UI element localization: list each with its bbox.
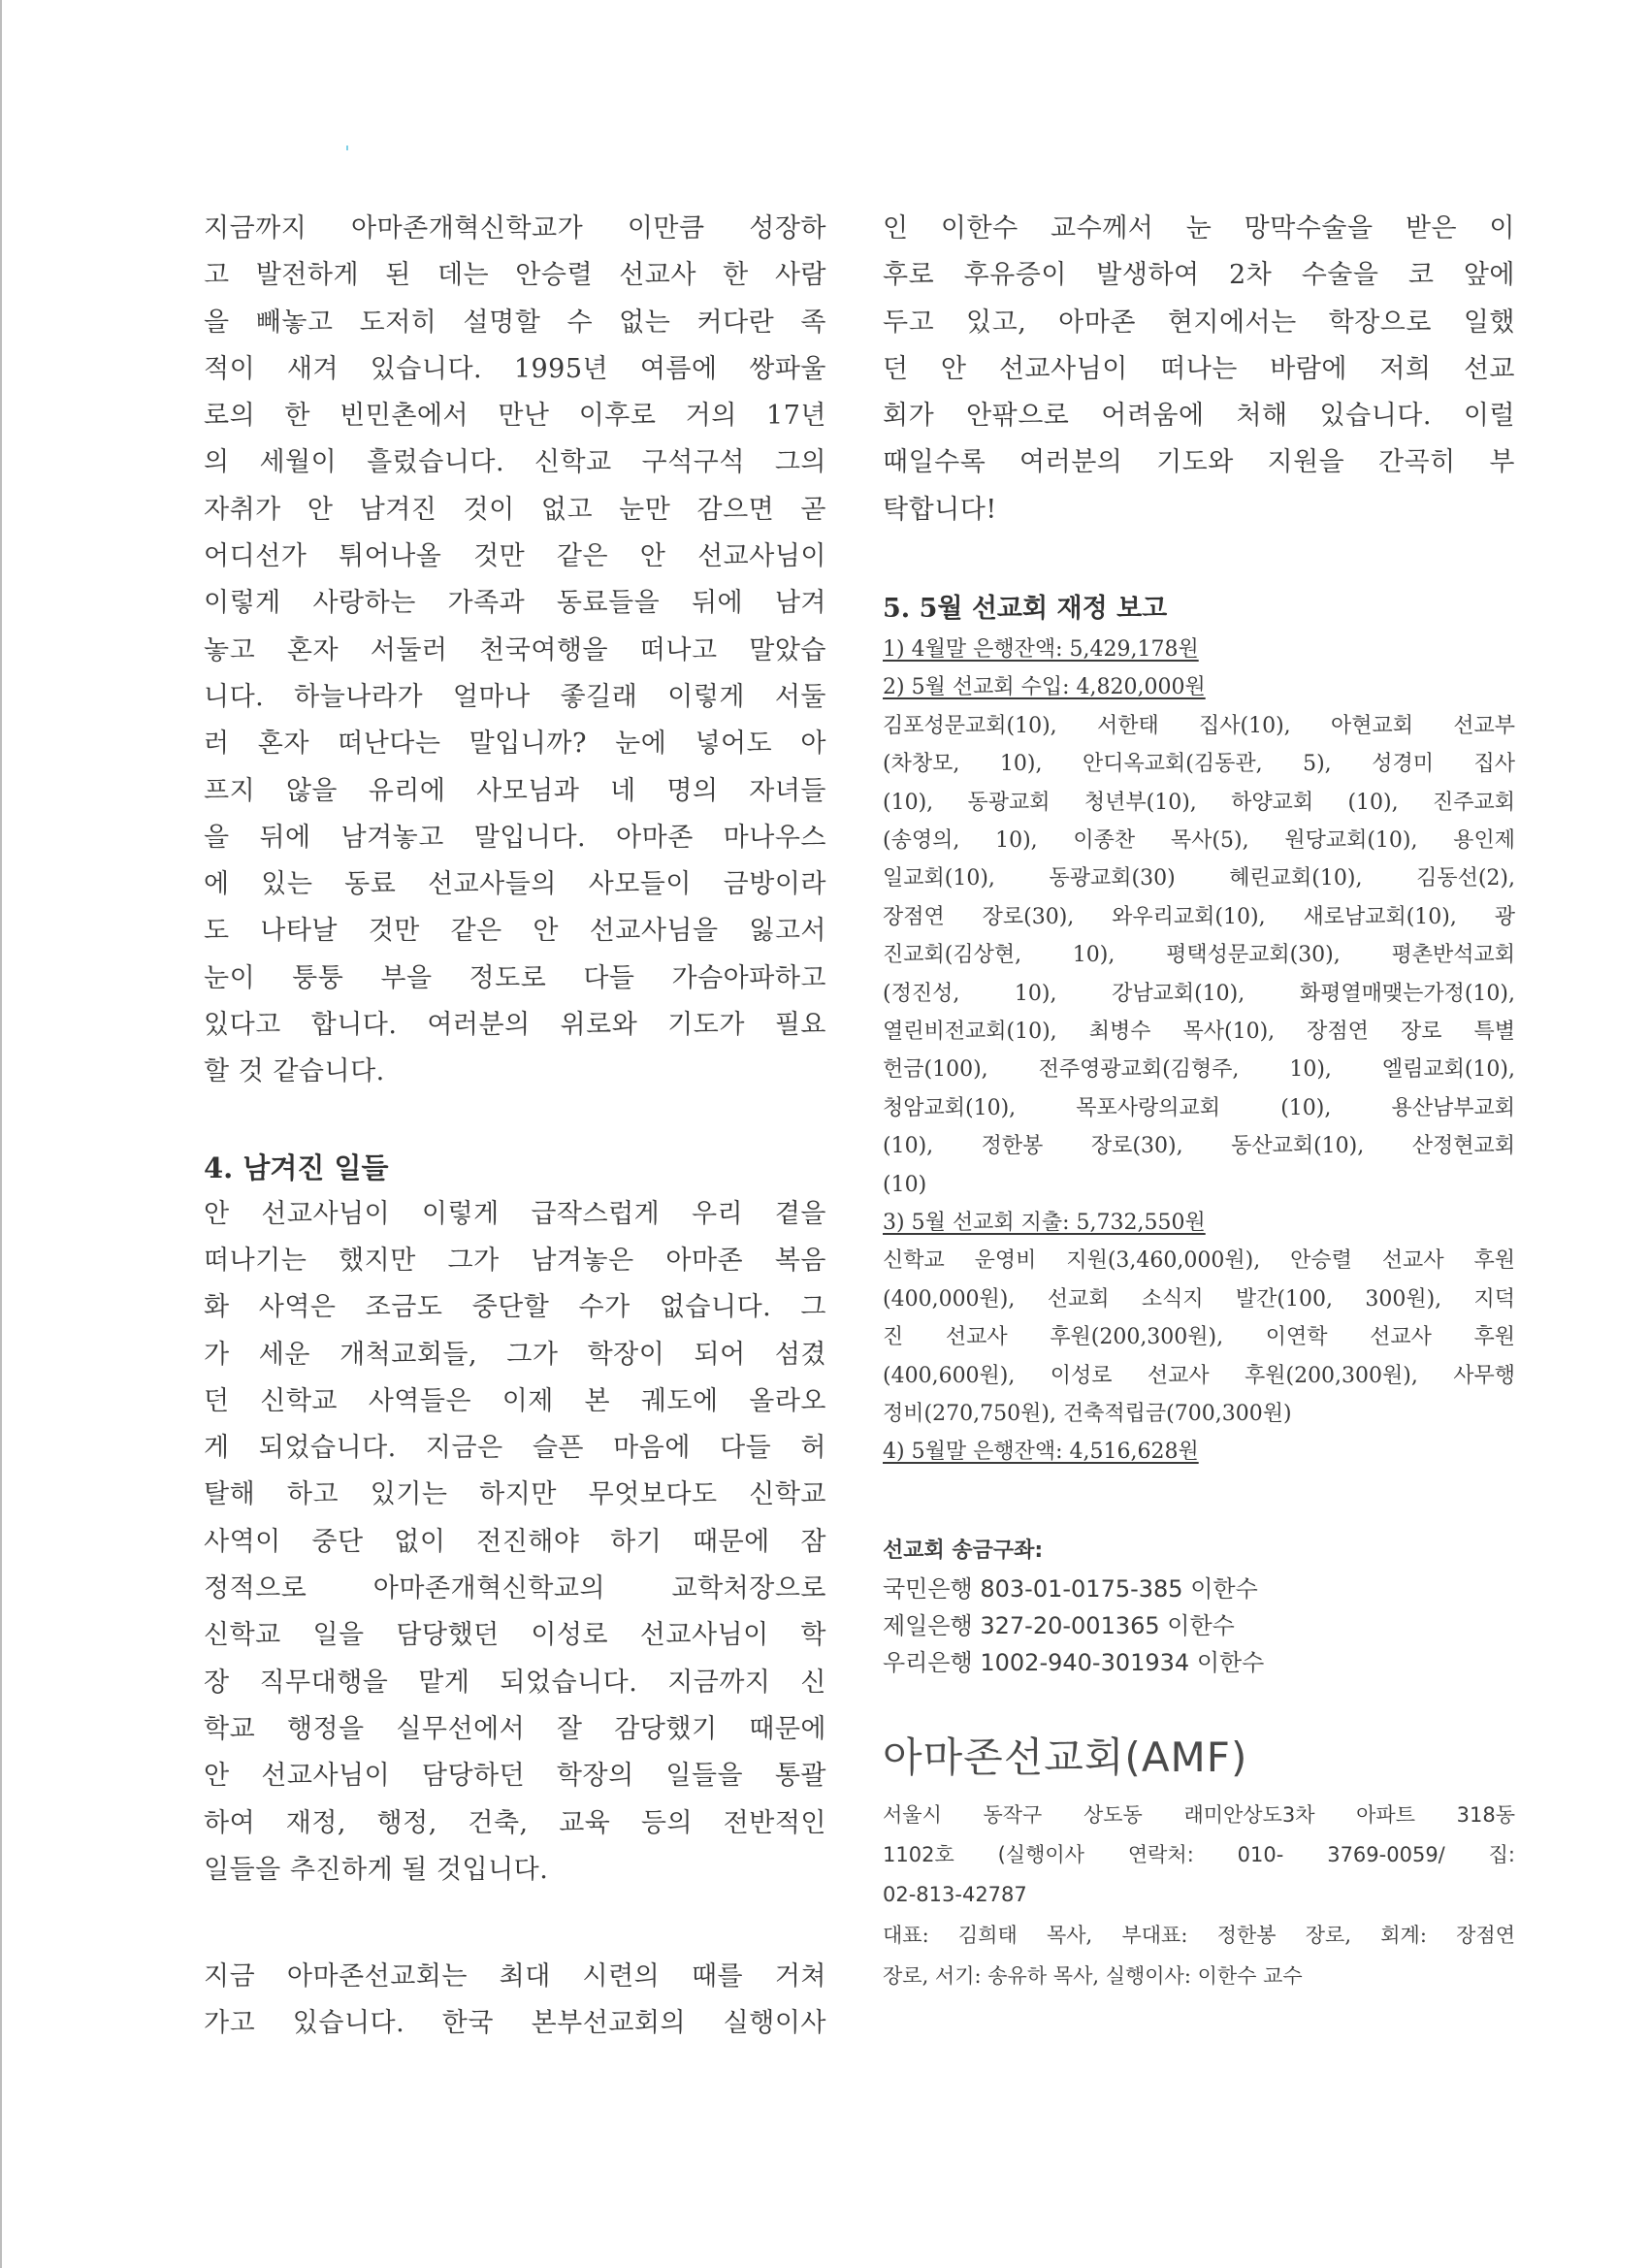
text-line: 이렇게 사랑하는 가족과 동료들을 뒤에 남겨 xyxy=(204,588,826,619)
expense-list xyxy=(883,1242,1515,1433)
text-line: 프지 않을 유리에 사모님과 네 명의 자녀들 xyxy=(204,775,826,806)
text-line: 할 것 같습니다. xyxy=(204,1056,385,1087)
expense-line: (400,000원), 선교회 소식지 발간(100, 300원), 지덕 xyxy=(883,1286,1515,1312)
text-line: 후로 후유증이 발생하여 2차 수술을 코 앞에 xyxy=(883,260,1515,291)
text-line: 안 선교사님이 이렇게 급작스럽게 우리 곁을 xyxy=(204,1198,826,1229)
organization-name: 아마존선교회(AMF) xyxy=(883,1733,1248,1781)
scan-speck xyxy=(346,146,348,150)
text-line: 학교 행정을 실무선에서 잘 감당했기 때문에 xyxy=(204,1713,826,1744)
paragraph-gap xyxy=(883,534,1515,588)
text-line: 로의 한 빈민촌에서 만난 이후로 거의 17년 xyxy=(204,401,826,432)
address-line: 1102호 (실행이사 연락처: 010- 3769-0059/ 집: xyxy=(883,1842,1515,1866)
text-line: 일들을 추진하게 될 것입니다. xyxy=(204,1854,549,1885)
scan-page-edge xyxy=(0,0,2,2268)
text-line: 게 되었습니다. 지금은 슬픈 마음에 다들 허 xyxy=(204,1433,826,1464)
accounts-title: 선교회 송금구좌: xyxy=(883,1538,1044,1563)
income-line: 김포성문교회(10), 서한태 집사(10), 아현교회 선교부 xyxy=(883,713,1515,738)
account-item: 제일은행 327-20-001365 이한수 xyxy=(883,1611,1235,1639)
text-line: 니다. 하늘나라가 얼마나 좋길래 이렇게 서둘 xyxy=(204,681,826,712)
expense-line: 진 선교사 후원(200,300원), 이연학 선교사 후원 xyxy=(883,1325,1515,1350)
income-line: 열린비전교회(10), 최병수 목사(10), 장점연 장로 특별 xyxy=(883,1019,1515,1044)
text-line: 인 이한수 교수께서 눈 망막수술을 받은 이 xyxy=(883,213,1515,243)
text-line: 하여 재정, 행정, 건축, 교육 등의 전반적인 xyxy=(204,1807,826,1838)
text-line: 던 신학교 사역들은 이제 본 궤도에 올라오 xyxy=(204,1385,826,1416)
expense-title xyxy=(883,1204,1515,1242)
income-list xyxy=(883,707,1515,1204)
income-line: 청암교회(10), 목포사랑의교회 (10), 용산남부교회 xyxy=(883,1095,1515,1120)
income-line: (10), 동광교회 청년부(10), 하양교회 (10), 진주교회 xyxy=(883,790,1515,815)
closing-balance xyxy=(883,1433,1515,1471)
income-line: 헌금(100), 전주영광교회(김형주, 10), 엘림교회(10), xyxy=(883,1057,1515,1083)
bank-accounts xyxy=(883,1532,1515,1681)
text-line: 화 사역은 조금도 중단할 수가 없습니다. 그 xyxy=(204,1292,826,1323)
text-line: 탈해 하고 있기는 하지만 무엇보다도 신학교 xyxy=(204,1479,826,1510)
section-5-finance-report xyxy=(883,588,1515,1472)
text-line: 에 있는 동료 선교사들의 사모들이 금방이라 xyxy=(204,869,826,900)
income-line: (송영의, 10), 이종찬 목사(5), 원당교회(10), 용인제 xyxy=(883,828,1515,854)
section-4 xyxy=(204,1145,826,2048)
expense-line: 정비(270,750원), 건축적립금(700,300원) xyxy=(883,1401,1292,1426)
opening-balance-text: 1) 4월말 은행잔액: 5,429,178원 xyxy=(883,637,1199,663)
income-title-text: 2) 5월 선교회 수입: 4,820,000원 xyxy=(883,675,1206,700)
paragraph-gap xyxy=(204,1096,826,1145)
text-line: 탁합니다! xyxy=(883,494,997,525)
section-heading: 5. 5월 선교회 재정 보고 xyxy=(883,594,1168,625)
text-line: 가 세운 개척교회들, 그가 학장이 되어 섬겼 xyxy=(204,1339,826,1370)
right-column xyxy=(883,206,1515,1996)
text-line: 장 직무대행을 맡게 되었습니다. 지금까지 신 xyxy=(204,1667,826,1698)
intro-paragraph xyxy=(204,206,826,1096)
income-line: 장점연 장로(30), 와우리교회(10), 새로남교회(10), 광 xyxy=(883,904,1515,929)
text-line: 지금까지 아마존개혁신학교가 이만큼 성장하 xyxy=(204,213,826,243)
income-line: (차창모, 10), 안디옥교회(김동관, 5), 성경미 집사 xyxy=(883,752,1515,777)
text-line: 신학교 일을 담당했던 이성로 선교사님이 학 xyxy=(204,1620,826,1651)
board-line: 장로, 서기: 송유하 목사, 실행이사: 이한수 교수 xyxy=(883,1963,1303,1988)
text-line: 을 빼놓고 도저히 설명할 수 없는 커다란 족 xyxy=(204,307,826,338)
text-line: 도 나타날 것만 같은 안 선교사님을 잃고서 xyxy=(204,916,826,947)
expense-line: (400,600원), 이성로 선교사 후원(200,300원), 사무행 xyxy=(883,1363,1515,1388)
text-line: 자취가 안 남겨진 것이 없고 눈만 감으면 곧 xyxy=(204,494,826,525)
expense-line: 신학교 운영비 지원(3,460,000원), 안승렬 선교사 후원 xyxy=(883,1248,1515,1274)
continued-paragraph xyxy=(883,206,1515,534)
text-line: 지금 아마존선교회는 최대 시련의 때를 거쳐 xyxy=(204,1961,826,1993)
text-line: 사역이 중단 없이 전진해야 하기 때문에 잠 xyxy=(204,1526,826,1557)
text-line: 안 선교사님이 담당하던 학장의 일들을 통괄 xyxy=(204,1761,826,1792)
text-line: 고 발전하게 된 데는 안승렬 선교사 한 사람 xyxy=(204,260,826,291)
section-heading: 4. 남겨진 일들 xyxy=(204,1150,389,1184)
text-line: 가고 있습니다. 한국 본부선교회의 실행이사 xyxy=(204,2008,826,2039)
paragraph-gap xyxy=(883,1472,1515,1532)
income-line: (10), 정한봉 장로(30), 동산교회(10), 산정현교회 xyxy=(883,1134,1515,1159)
income-line: (정진성, 10), 강남교회(10), 화평열매맺는가정(10), xyxy=(883,981,1515,1006)
board-line: 대표: 김희태 목사, 부대표: 정한봉 장로, 회계: 장점연 xyxy=(883,1923,1515,1947)
text-line: 던 안 선교사님이 떠나는 바람에 저희 선교 xyxy=(883,353,1515,384)
income-line: 일교회(10), 동광교회(30) 혜린교회(10), 김동선(2), xyxy=(883,866,1515,891)
opening-balance xyxy=(883,631,1515,668)
text-line: 을 뒤에 남겨놓고 말입니다. 아마존 마나우스 xyxy=(204,822,826,853)
text-line: 의 세월이 흘렀습니다. 신학교 구석구석 그의 xyxy=(204,447,826,478)
text-line: 정적으로 아마존개혁신학교의 교학처장으로 xyxy=(204,1573,826,1604)
account-item: 우리은행 1002-940-301934 이한수 xyxy=(883,1648,1265,1676)
text-line: 두고 있고, 아마존 현지에서는 학장으로 일했 xyxy=(883,307,1515,338)
text-line: 러 혼자 떠난다는 말입니까? 눈에 넣어도 아 xyxy=(204,729,826,760)
text-line: 적이 새겨 있습니다. 1995년 여름에 쌍파울 xyxy=(204,353,826,384)
address-line: 02-813-42787 xyxy=(883,1882,1027,1906)
text-line: 눈이 퉁퉁 부을 정도로 다들 가슴아파하고 xyxy=(204,962,826,993)
left-column xyxy=(204,206,826,2048)
account-item: 국민은행 803-01-0175-385 이한수 xyxy=(883,1574,1258,1603)
text-line: 있다고 합니다. 여러분의 위로와 기도가 필요 xyxy=(204,1010,826,1041)
income-title xyxy=(883,668,1515,706)
text-line: 때일수록 여러분의 기도와 지원을 간곡히 부 xyxy=(883,447,1515,478)
text-line: 놓고 혼자 서둘러 천국여행을 떠나고 말았습 xyxy=(204,634,826,665)
text-line: 어디선가 튀어나올 것만 같은 안 선교사님이 xyxy=(204,541,826,572)
address-line: 서울시 동작구 상도동 래미안상도3차 아파트 318동 xyxy=(883,1802,1515,1827)
organization-info xyxy=(883,1726,1515,1996)
paragraph-gap xyxy=(883,1681,1515,1726)
text-line: 회가 안팎으로 어려움에 처해 있습니다. 이럴 xyxy=(883,401,1515,432)
income-line: 진교회(김상현, 10), 평택성문교회(30), 평촌반석교회 xyxy=(883,943,1515,968)
text-line: 떠나기는 했지만 그가 남겨놓은 아마존 복음 xyxy=(204,1245,826,1276)
paragraph-gap xyxy=(204,1894,826,1954)
expense-title-text: 3) 5월 선교회 지출: 5,732,550원 xyxy=(883,1210,1206,1235)
closing-balance-text: 4) 5월말 은행잔액: 4,516,628원 xyxy=(883,1440,1199,1465)
income-line: (10) xyxy=(883,1172,927,1197)
